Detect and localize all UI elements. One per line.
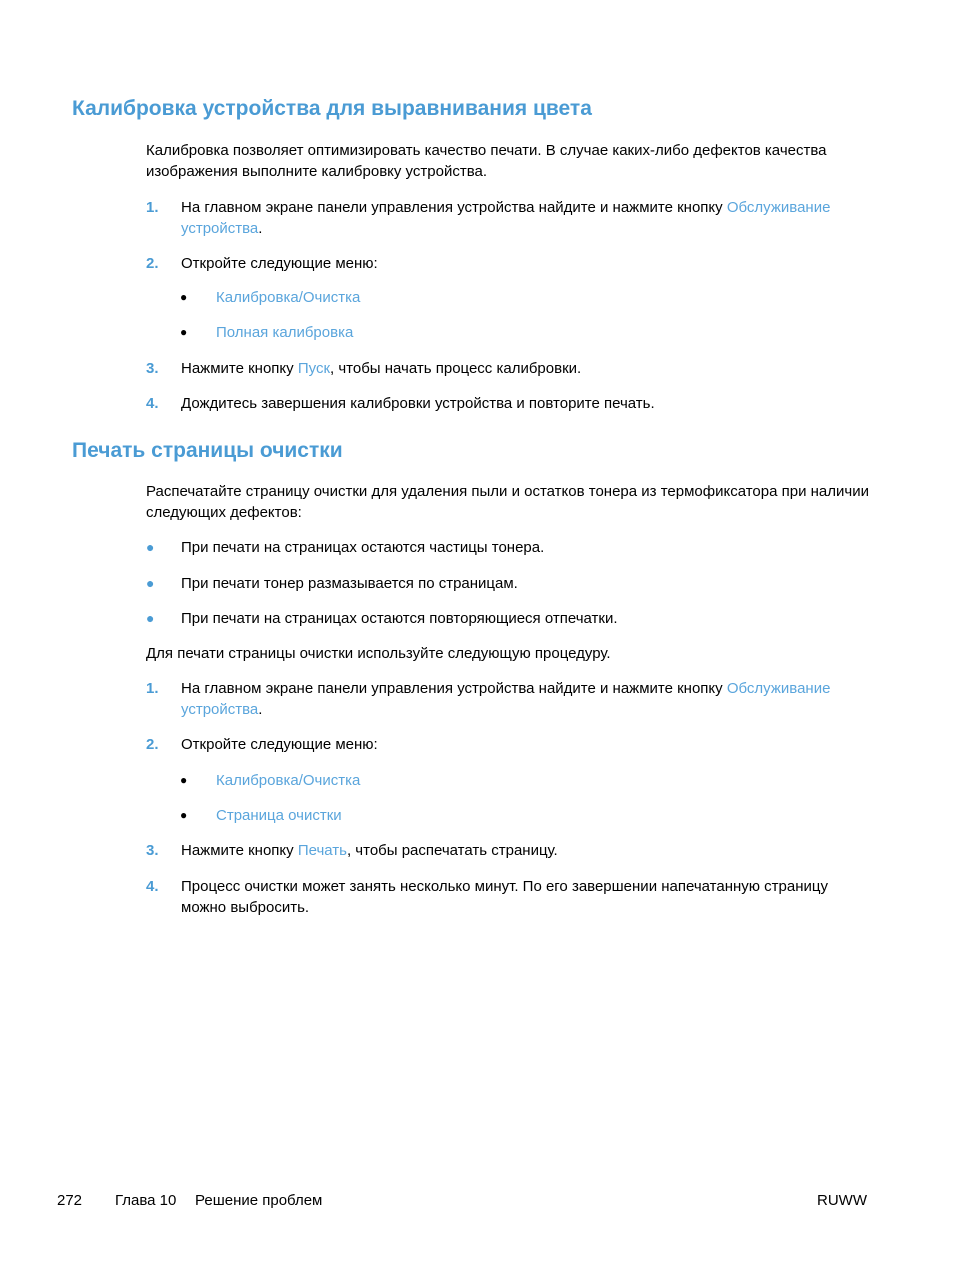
chapter-label: Глава 10 — [115, 1192, 177, 1209]
device-maintenance-link[interactable]: Обслуживание устройства — [181, 199, 831, 237]
step-number: 2. — [146, 255, 159, 272]
device-maintenance-link[interactable]: Обслуживание устройства — [181, 680, 831, 718]
bullet-icon: ● — [180, 808, 188, 822]
step-number: 1. — [146, 680, 159, 697]
bullet-icon: ● — [146, 575, 155, 591]
step-number: 1. — [146, 199, 159, 216]
bullet-icon: ● — [146, 610, 155, 626]
procedure-intro: Для печати страницы очистки используйте следующую процедуру. — [146, 645, 611, 662]
step-number: 3. — [146, 842, 159, 859]
chapter-title: Решение проблем — [195, 1192, 323, 1209]
bullet-icon: ● — [180, 773, 188, 787]
start-link[interactable]: Пуск — [297, 360, 331, 377]
section-title-calibration: Калибровка устройства для выравнивания цвета — [72, 97, 592, 120]
page-number: 272 — [57, 1192, 83, 1209]
bullet-icon: ● — [180, 325, 188, 339]
calibration-intro: Калибровка позволяет оптимизировать качество печати. В случае каких-либо дефектов качества изображения выполните калибровку устройства. — [146, 142, 827, 180]
step-number: 4. — [146, 878, 159, 895]
bullet-icon: ● — [180, 290, 188, 304]
step-number: 4. — [146, 395, 159, 412]
section-title-cleaning-page: Печать страницы очистки — [72, 439, 343, 462]
step-number: 3. — [146, 360, 159, 377]
bullet-icon: ● — [146, 539, 155, 555]
print-link[interactable]: Печать — [297, 842, 347, 859]
cleaning-intro: Распечатайте страницу очистки для удаления пыли и остатков тонера из термофиксатора при наличии следующих дефектов: — [146, 483, 869, 521]
step-number: 2. — [146, 736, 159, 753]
locale-code: RUWW — [817, 1192, 867, 1209]
